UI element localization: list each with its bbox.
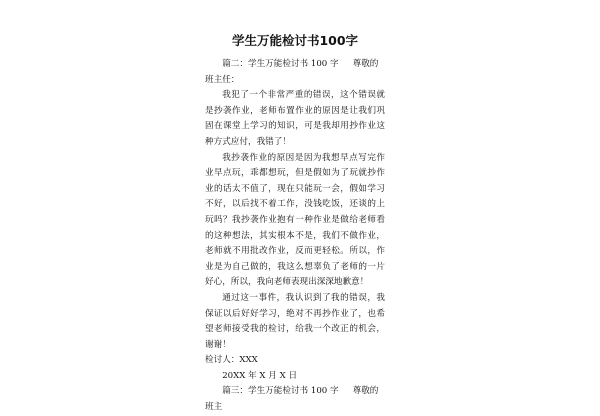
section-heading-3 bbox=[205, 384, 385, 415]
document-title: 学生万能检讨书100字 bbox=[231, 33, 359, 48]
section-heading-3-label: 篇三：学生万能检讨书 100 字 bbox=[222, 386, 339, 397]
section-heading-2-salutation: 尊敬的班主任： bbox=[205, 59, 379, 85]
section-heading-2-label: 篇二：学生万能检讨书 100 字 bbox=[222, 59, 339, 69]
body-paragraph-2: 我抄袭作业的原因是因为我想早点写完作业早点玩，乖都想玩，但是假如为了玩就抄作业的话太不值了，现在只能玩一会，假如学习不好，以后找不着工作，没钱吃饭，还谈的上玩吗？我抄袭作业抱有一种作业是做给老师看的这种想法，其实根本不是，我们不做作业，老师就不用批改作业，反而更轻松。所以，作业是为自己做的，我这么想辜负了老师的一片好心，所以，我向老师表现出深深地歉意！ bbox=[205, 152, 385, 288]
signature-line: 检讨人：XXX bbox=[205, 355, 258, 366]
date-line: 20XX 年 X 月 X 日 bbox=[222, 370, 298, 381]
section-heading-3-salutation: 尊敬的班主 bbox=[205, 386, 379, 413]
document-page bbox=[205, 32, 385, 416]
body-paragraph-3: 通过这一事件，我认识到了我的错误，我保证以后好好学习，绝对不再抄作业了，也希望老师接受我的检讨，给我一个改正的机会，谢谢！ bbox=[205, 292, 385, 350]
body-paragraph-1: 我犯了一个非常严重的错误，这个错误就是抄袭作业，老师布置作业的原因是让我们巩固在课堂上学习的知识，可是我却用抄作业这种方式应付，我错了！ bbox=[205, 90, 385, 147]
section-heading-2 bbox=[205, 57, 385, 88]
